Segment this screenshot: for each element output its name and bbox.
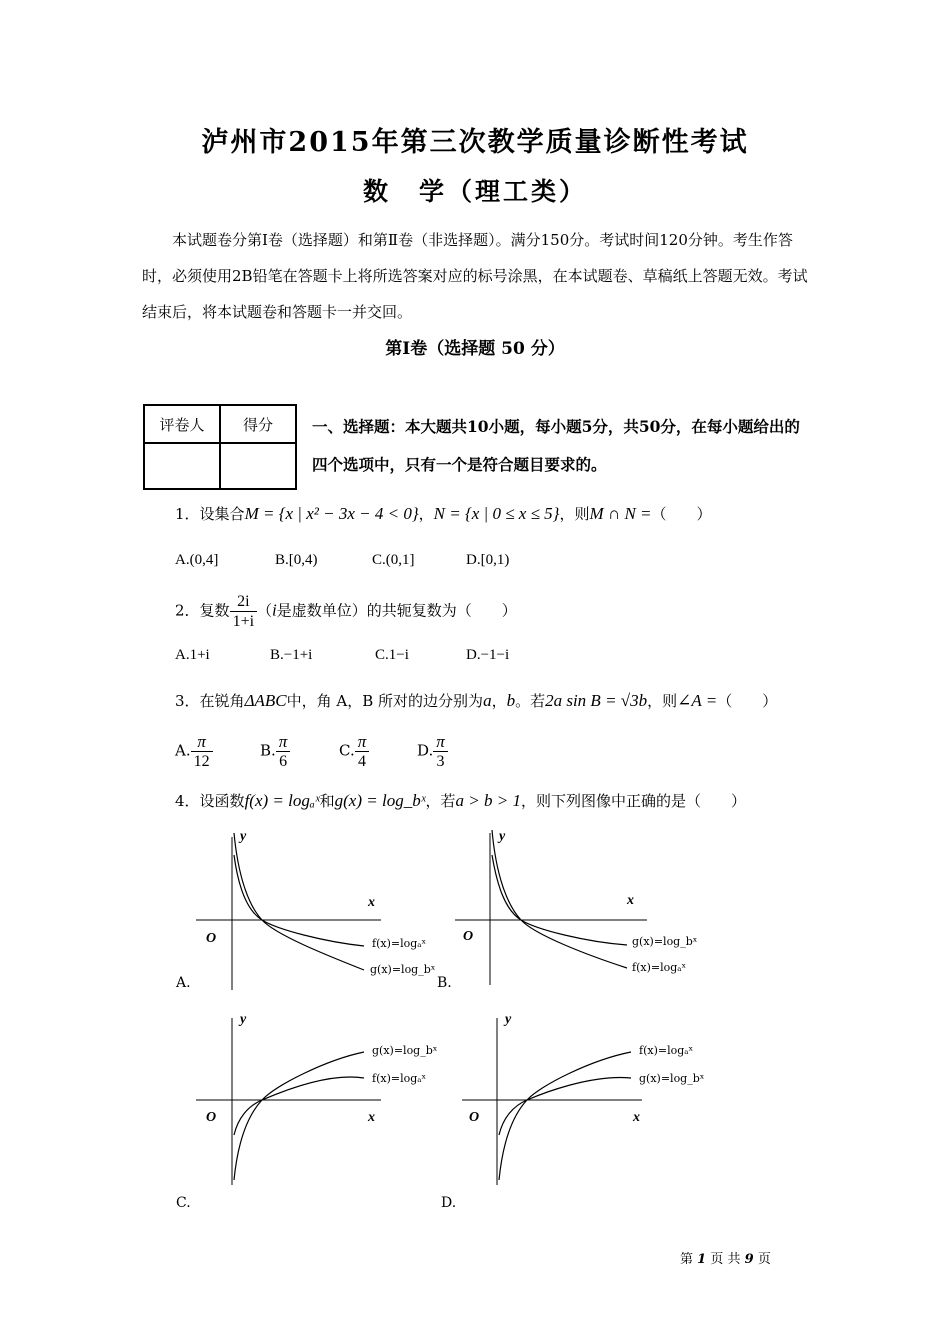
option-d[interactable]: D.[0,1)	[466, 552, 510, 568]
grader-label: 评卷人	[144, 405, 220, 443]
y-axis-label: y	[240, 1012, 247, 1027]
origin-label: O	[469, 1110, 480, 1125]
graph-letter: D.	[441, 1195, 457, 1211]
option-a[interactable]: A. $\frac{\pi}{12}$	[175, 732, 213, 771]
set-n-expression: N = {x | 0 ≤ x ≤ 5}	[433, 504, 560, 523]
curve-label-upper: g(x)=log_bˣ	[372, 1044, 438, 1057]
option-c[interactable]: C.1−i	[375, 647, 409, 663]
x-axis-label: x	[368, 1110, 375, 1125]
intersection-expression: M ∩ N =	[589, 504, 652, 523]
option-c[interactable]: C.(0,1]	[372, 552, 415, 568]
question-number: 1．	[175, 505, 200, 523]
exam-title: 泸州市2015年第三次教学质量诊断性考试	[201, 127, 749, 158]
graph-letter: C.	[176, 1195, 191, 1211]
curve-label-lower: g(x)=log_bˣ	[639, 1072, 705, 1085]
set-m-expression: M = {x | x² − 3x − 4 < 0}	[244, 504, 419, 523]
graph-letter: A.	[176, 975, 191, 991]
curve-label-lower: g(x)=log_bˣ	[370, 963, 436, 976]
option-a[interactable]: A.1+i	[175, 647, 210, 663]
part-heading: 一、选择题：本大题共10小题，每小题5分，共50分，在每小题给出的四个选项中，只有一个是符合题目要求的。	[312, 417, 800, 474]
question-2: 2．复数 $\frac{2i}{1+i}$ （i是虚数单位）的共轭复数为（ ）	[175, 593, 517, 630]
origin-label: O	[206, 931, 217, 946]
option-d[interactable]: D.−1−i	[466, 647, 510, 663]
complex-fraction: $\frac{2i}{1+i}$	[230, 592, 257, 631]
origin-label: O	[463, 929, 474, 944]
graph-letter: B.	[437, 975, 452, 991]
page-number: 1	[697, 1252, 707, 1267]
x-axis-label: x	[633, 1110, 640, 1125]
equation: 2a sin B = √3b	[545, 691, 648, 710]
option-b[interactable]: B.−1+i	[270, 647, 313, 663]
option-c[interactable]: C. $\frac{\pi}{4}$	[339, 732, 369, 771]
option-b[interactable]: B. $\frac{\pi}{6}$	[260, 732, 290, 771]
score-label: 得分	[220, 405, 296, 443]
y-axis-label: y	[505, 1012, 512, 1027]
origin-label: O	[206, 1110, 217, 1125]
curve-label-upper: f(x)=logₐˣ	[372, 937, 427, 950]
graph-option-d[interactable]	[437, 1010, 707, 1215]
option-b[interactable]: B.[0,4)	[275, 552, 318, 568]
question-1: 1．设集合M = {x | x² − 3x − 4 < 0}，N = {x | 0 ≤ x ≤ 5}，则M ∩ N =（ ）	[175, 504, 712, 523]
curve-label-upper: f(x)=logₐˣ	[639, 1044, 694, 1057]
section-title: 第Ⅰ卷（选择题 50 分）	[385, 339, 565, 359]
page-total: 9	[744, 1252, 754, 1267]
x-axis-label: x	[368, 895, 375, 910]
x-axis-label: x	[627, 893, 634, 908]
graph-option-c[interactable]	[176, 1010, 436, 1215]
question-1-options	[175, 552, 775, 578]
grader-cell[interactable]	[144, 443, 220, 489]
score-cell[interactable]	[220, 443, 296, 489]
option-a[interactable]: A.(0,4]	[175, 552, 219, 568]
graph-option-a[interactable]	[176, 825, 436, 995]
question-4: 4．设函数f(x) = logₐˣ和g(x) = log_bˣ，若a > b > 1，则下列图像中正确的是（ ）	[175, 791, 746, 810]
score-box	[143, 404, 297, 490]
question-3: 3．在锐角ΔABC中，角 A，B 所对的边分别为a，b。若2a sin B = √3b，则∠A =（ ）	[175, 691, 778, 710]
graph-option-b[interactable]	[437, 825, 707, 995]
question-3-options	[175, 732, 775, 776]
curve-label-lower: f(x)=logₐˣ	[372, 1072, 427, 1085]
page-footer: 第 1 页 共 9 页	[680, 1252, 771, 1267]
exam-subject: 数 学（理工类）	[362, 177, 587, 206]
curve-label-lower: f(x)=logₐˣ	[632, 961, 687, 974]
y-axis-label: y	[499, 829, 506, 844]
y-axis-label: y	[240, 829, 247, 844]
question-2-options	[175, 647, 775, 673]
curve-label-upper: g(x)=log_bˣ	[632, 935, 698, 948]
option-d[interactable]: D. $\frac{\pi}{3}$	[417, 732, 448, 771]
instructions-paragraph: 本试题卷分第Ⅰ卷（选择题）和第Ⅱ卷（非选择题）。满分150分。考试时间120分钟。考生作答时，必须使用2B铅笔在答题卡上将所选答案对应的标号涂黑，在本试题卷、草稿纸上答题无效。考试结束后，将本试题卷和答题卡一并交回。	[142, 231, 808, 321]
